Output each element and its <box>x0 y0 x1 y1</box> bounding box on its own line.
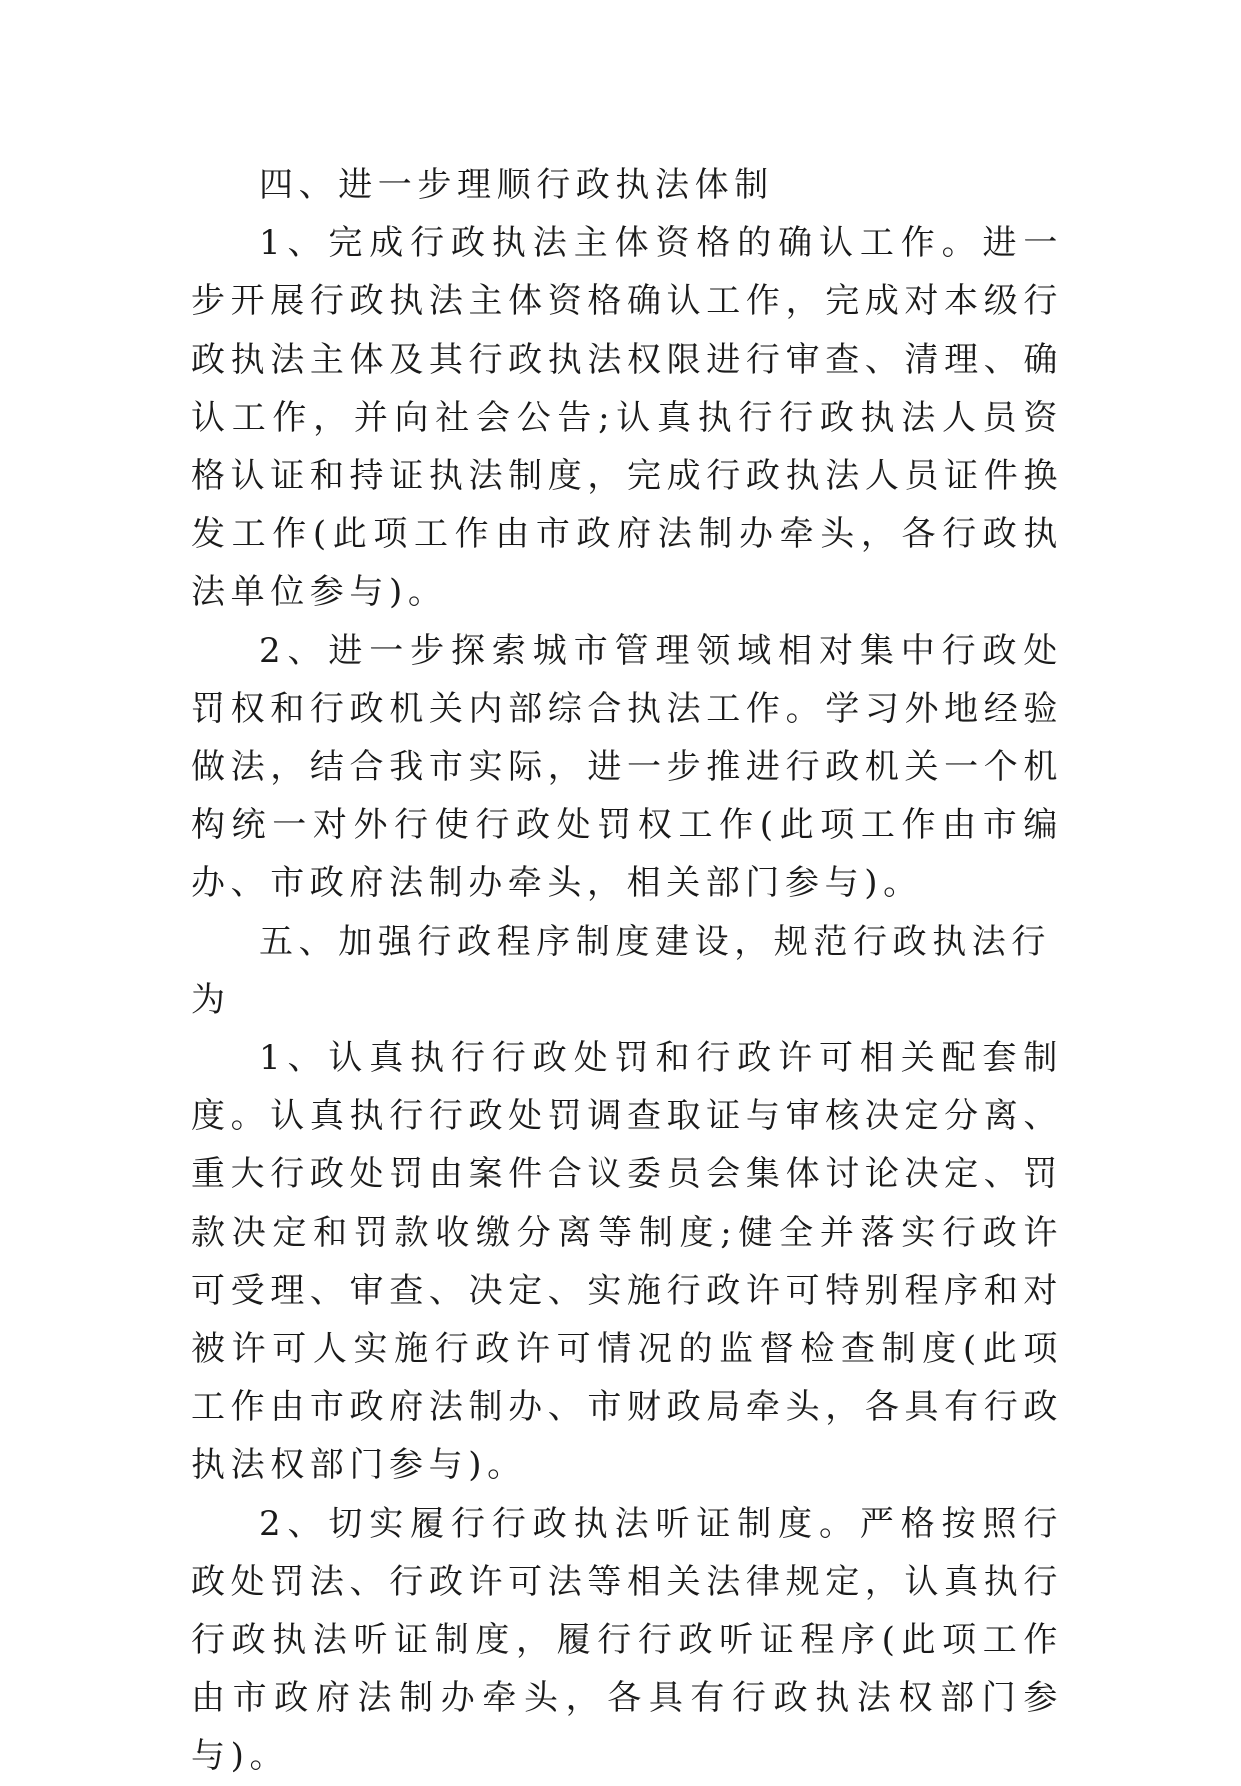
section-heading-4: 四、进一步理顺行政执法体制 <box>259 165 774 205</box>
section-4-paragraph-1: 1、完成行政执法主体资格的确认工作。进一步开展行政执法主体资格确认工作，完成对本级行政执法主体及其行政执法权限进行审查、清理、确认工作，并向社会公告;认真执行行政执法人员资格认证和持证执法制度，完成行政执法人员证件换发工作(此项工作由市政府法制办牵头，各行政执法单位参与)。 <box>191 223 1063 613</box>
section-5-paragraph-1: 1、认真执行行政处罚和行政许可相关配套制度。认真执行行政处罚调查取证与审核决定分离、重大行政处罚由案件合议委员会集体讨论决定、罚款决定和罚款收缴分离等制度;健全并落实行政许可受理、审查、决定、实施行政许可特别程序和对被许可人实施行政许可情况的监督检查制度(此项工作由市政府法制办、市财政局牵头，各具有行政执法权部门参与)。 <box>191 1038 1063 1486</box>
document-body <box>191 156 1063 1786</box>
section-heading-5: 五、加强行政程序制度建设，规范行政执法行为 <box>191 921 1051 1020</box>
section-5-paragraph-2: 2、切实履行行政执法听证制度。严格按照行政处罚法、行政许可法等相关法律规定，认真执行行政执法听证制度，履行行政听证程序(此项工作由市政府法制办牵头，各具有行政执法权部门参与)。 <box>191 1503 1063 1777</box>
section-4-paragraph-2: 2、进一步探索城市管理领域相对集中行政处罚权和行政机关内部综合执法工作。学习外地经验做法，结合我市实际，进一步推进行政机关一个机构统一对外行使行政处罚权工作(此项工作由市编办、市政府法制办牵头，相关部门参与)。 <box>191 630 1063 904</box>
